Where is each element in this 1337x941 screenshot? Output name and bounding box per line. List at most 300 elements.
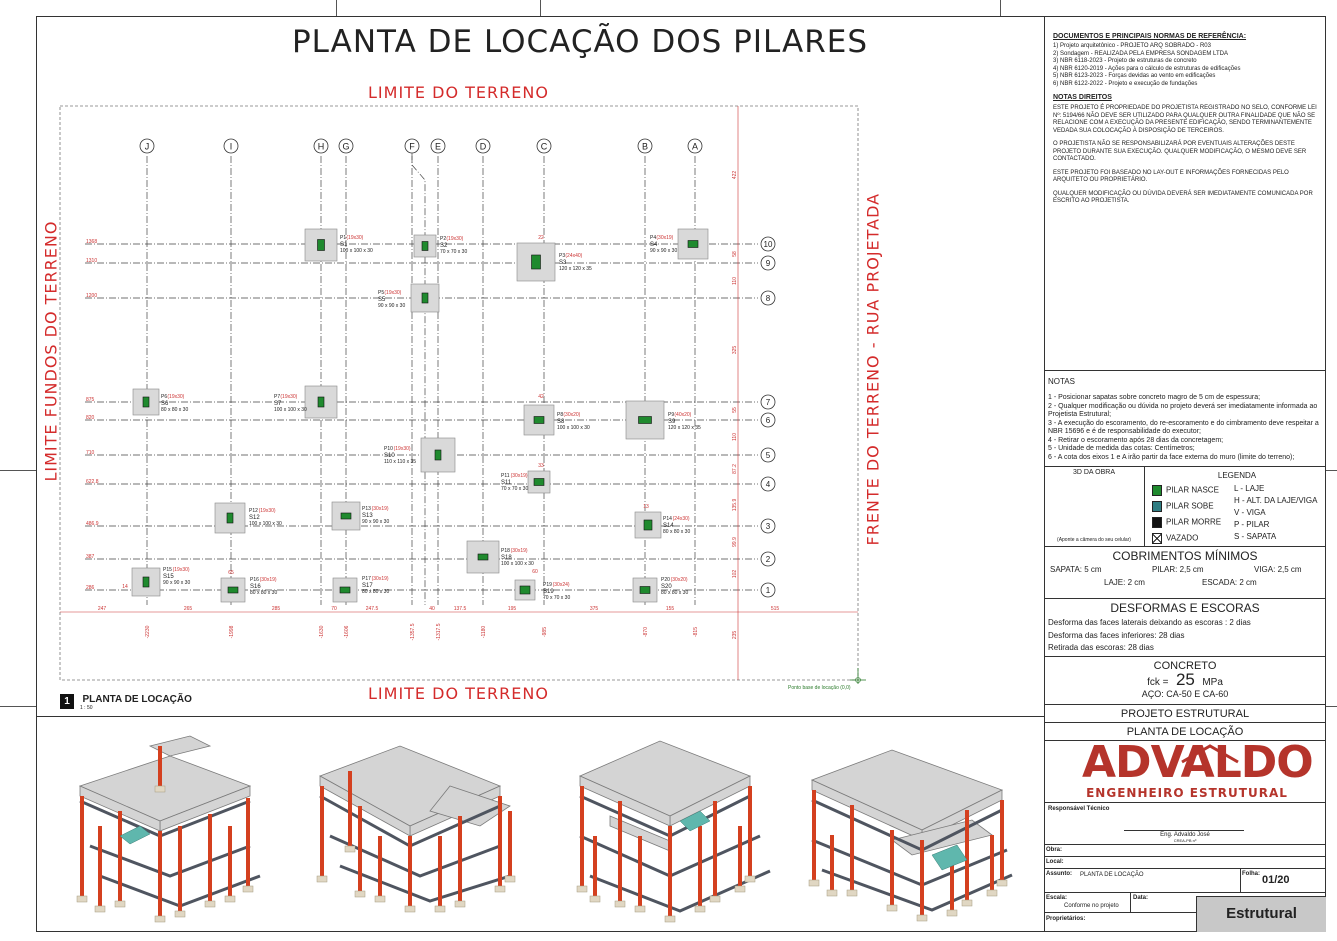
pillar-dimensions: (19x30) bbox=[280, 394, 298, 400]
footing-label: S3 bbox=[559, 260, 567, 266]
right-dimension: 422 bbox=[732, 170, 738, 180]
legend-item bbox=[1152, 517, 1232, 528]
logo-roof-icon bbox=[1180, 744, 1240, 764]
footing-dimensions: 100 x 100 x 30 bbox=[274, 407, 307, 413]
bottom-dimension: 375 bbox=[589, 606, 599, 612]
column-coordinate: -870 bbox=[643, 626, 649, 638]
rights-paragraph: O PROJETISTA NÃO SE RESPONSABILIZARÁ POR EVENTUAIS ALTERAÇÕES DESTE PROJETO DURANTE SUA EXECUÇÃO. QUALQUER MODIFICAÇÃO, O MESMO DEVE SER CONTACTADO. bbox=[1053, 141, 1307, 162]
project-type-block: PROJETO ESTRUTURAL bbox=[1044, 704, 1326, 722]
pillar-nasce bbox=[520, 586, 530, 594]
offset-dimension: 22 bbox=[538, 235, 544, 241]
legend-item-label: PILAR NASCE bbox=[1166, 485, 1219, 495]
pillar-nasce bbox=[644, 520, 652, 530]
escala-value: Conforme no projeto bbox=[1064, 903, 1119, 909]
pillar-label: P13 bbox=[362, 506, 371, 512]
footing-element bbox=[317, 876, 327, 882]
footing-element bbox=[455, 901, 465, 907]
note-item: 1 - Posicionar sapatas sobre concreto magro de 5 cm de espessura; bbox=[1048, 394, 1261, 401]
offset-dimension: 65 bbox=[228, 570, 234, 576]
footing-element bbox=[635, 906, 645, 912]
pillar-label: P7 bbox=[274, 394, 281, 400]
footing-dimensions: 90 x 90 x 30 bbox=[163, 580, 191, 586]
right-dimension: 99.9 bbox=[732, 537, 738, 547]
rights-list bbox=[1053, 105, 1321, 206]
footing-element bbox=[745, 876, 755, 882]
column-axis-label: D bbox=[479, 141, 487, 152]
engineer-name: Eng. Advaldo José bbox=[1160, 832, 1210, 838]
desformas-list bbox=[1048, 617, 1326, 655]
obra3d-box bbox=[1044, 467, 1145, 547]
rights-paragraph: ESTE PROJETO É PROPRIEDADE DO PROJETISTA REGISTRADO NO SELO, CONFORME LEI Nº: 5194/66 NÃO DEVE SER UTILIZADO PARA QUALQUER OUTRA FINALIDADE QUE NÃO SE RELACIONE COM A EXECUÇÃO DA PRESENTE EDIFICAÇÃO, SENDO TERMINANTEMENTE VEDADA SUA COLOCAÇÃO À DISPOSIÇÃO DE TERCEIROS. bbox=[1053, 105, 1317, 134]
footing-element bbox=[435, 906, 445, 912]
right-dimension: 55 bbox=[732, 407, 738, 413]
note-item: 5 - Unidade de medida das cotas: Centímetros; bbox=[1048, 445, 1195, 452]
limit-bottom-label: LIMITE DO TERRENO bbox=[368, 684, 549, 703]
footing-element bbox=[735, 886, 745, 892]
rights-paragraph: QUALQUER MODIFICAÇÃO OU DÚVIDA DEVERÁ SER IMEDIATAMENTE COMUNICADA POR ESCRITO AO PROJETISTA. bbox=[1053, 190, 1313, 204]
column-axis-label: G bbox=[342, 141, 350, 152]
pillar-label: P19 bbox=[543, 582, 552, 588]
legend-item-label: PILAR MORRE bbox=[1166, 517, 1222, 527]
pillar-dimensions: (30x19) bbox=[259, 577, 277, 583]
obra3d-hint: (Aponte a câmera do seu celular) bbox=[1057, 537, 1131, 543]
pillar-swatch-icon bbox=[1152, 485, 1162, 496]
column-axis-label: B bbox=[641, 141, 649, 152]
view-label bbox=[60, 694, 192, 712]
cobrimentos-heading: COBRIMENTOS MÍNIMOS bbox=[1112, 549, 1258, 563]
offset-dimension: 14 bbox=[122, 584, 128, 590]
notes-block bbox=[1044, 370, 1326, 466]
references-heading: DOCUMENTOS E PRINCIPAIS NORMAS DE REFERÊNCIA: bbox=[1053, 33, 1247, 40]
pillar-nasce bbox=[318, 397, 324, 407]
local-row bbox=[1044, 856, 1326, 868]
pillar-dimensions: (30x20) bbox=[670, 577, 688, 583]
pillar-dimensions: (30x24) bbox=[552, 582, 570, 588]
pillar-nasce bbox=[228, 587, 238, 593]
column-coordinate: -1180 bbox=[481, 625, 487, 639]
pillar-dimensions: (19x30) bbox=[384, 290, 402, 296]
references-block bbox=[1053, 33, 1321, 212]
right-dimension: 58 bbox=[732, 251, 738, 257]
footing-element bbox=[887, 905, 897, 911]
cut-mark bbox=[0, 470, 36, 471]
footing-label: S15 bbox=[163, 574, 174, 580]
bottom-dimension: 247 bbox=[97, 606, 107, 612]
legend-abbreviation: L - LAJE bbox=[1234, 484, 1265, 493]
footing-element bbox=[577, 886, 587, 892]
slab-surface bbox=[580, 741, 750, 816]
legend-abbreviations bbox=[1234, 483, 1324, 543]
row-coordinate: 286 bbox=[86, 585, 95, 591]
row-coordinate: 1310 bbox=[86, 258, 98, 264]
row-axis-label: 8 bbox=[765, 294, 771, 303]
offset-dimension: 42 bbox=[538, 394, 544, 400]
right-dimension: 235 bbox=[732, 630, 738, 640]
iso-view-4 bbox=[792, 740, 1022, 930]
cut-mark bbox=[336, 0, 337, 16]
bottom-dimension: 247.5 bbox=[365, 606, 379, 612]
row-axis-label: 10 bbox=[763, 240, 773, 249]
right-dimension: 110 bbox=[732, 277, 738, 285]
pillar-dimensions: (19x30) bbox=[346, 235, 364, 241]
column-coordinate: -1357.5 bbox=[410, 623, 416, 641]
cobrimento-viga: VIGA: 2,5 cm bbox=[1254, 565, 1302, 574]
pillar-nasce bbox=[435, 450, 441, 460]
desforma-item: Retirada das escoras: 28 dias bbox=[1048, 643, 1154, 652]
cobrimentos-block bbox=[1044, 546, 1326, 598]
pillar-nasce bbox=[639, 417, 652, 424]
footing-dimensions: 70 x 70 x 30 bbox=[440, 249, 468, 255]
column-coordinate: -985 bbox=[542, 626, 548, 638]
footing-label: S14 bbox=[663, 523, 674, 529]
column-axis-label: J bbox=[144, 141, 150, 152]
assunto-row bbox=[1044, 868, 1326, 892]
pillar-dimensions: (19x30) bbox=[172, 567, 190, 573]
column-axis-label: E bbox=[434, 141, 442, 152]
footing-element bbox=[917, 915, 927, 921]
legend-item-label: PILAR SOBE bbox=[1166, 501, 1214, 511]
footing-label: S7 bbox=[274, 401, 282, 407]
offset-dimension: 33 bbox=[538, 463, 544, 469]
escala-label: Escala: bbox=[1046, 895, 1068, 901]
reference-item: 5) NBR 6123-2023 - Forças devidas ao vento em edificações bbox=[1053, 73, 1216, 79]
pillar-label: P18 bbox=[501, 548, 510, 554]
pillar-nasce bbox=[640, 587, 650, 594]
note-item: 3 - A execução do escoramento, do re-escoramento e do cimbramento deve respeitar a NBR 15696 e é de responsabilidade do executor; bbox=[1048, 419, 1319, 435]
footing-element bbox=[827, 890, 837, 896]
footing-label: S16 bbox=[250, 584, 261, 590]
column-coordinate: -1630 bbox=[319, 625, 325, 639]
row-axis-label: 7 bbox=[765, 398, 771, 407]
assunto-value: PLANTA DE LOCAÇÃO bbox=[1080, 872, 1144, 878]
cobrimento-sapata: SAPATA: 5 cm bbox=[1050, 565, 1102, 574]
footing-element bbox=[115, 901, 125, 907]
footing-element bbox=[243, 886, 253, 892]
cobrimento-pilar: PILAR: 2,5 cm bbox=[1152, 565, 1204, 574]
pillar-label: P3 bbox=[559, 253, 566, 259]
pillar-label: P11 bbox=[501, 473, 510, 479]
pillar-dimensions: (19x30) bbox=[258, 508, 276, 514]
legend-abbreviation: S - SAPATA bbox=[1234, 532, 1277, 541]
location-plan bbox=[36, 16, 1044, 716]
footing-element bbox=[95, 906, 105, 912]
column-axis-leader bbox=[412, 153, 425, 605]
pillar-label: P9 bbox=[668, 412, 675, 418]
cut-mark bbox=[0, 706, 36, 707]
row-coordinate: 1368 bbox=[86, 239, 98, 245]
footing-label: S10 bbox=[384, 453, 395, 459]
footing-element bbox=[997, 880, 1007, 886]
reference-item: 4) NBR 6120-2019 - Ações para o cálculo de estruturas de edificações bbox=[1053, 65, 1241, 72]
footing-label: S18 bbox=[501, 555, 512, 561]
pillar-dimensions: (19x30) bbox=[446, 236, 464, 242]
footing-dimensions: 90 x 90 x 30 bbox=[362, 519, 390, 525]
footing-dimensions: 100 x 100 x 30 bbox=[249, 521, 282, 527]
note-item: 4 - Retirar o escoramento após 28 dias da concretagem; bbox=[1048, 436, 1224, 444]
right-dimension: 135.9 bbox=[732, 498, 738, 512]
iso-view-2 bbox=[300, 726, 530, 926]
legend-heading: LEGENDA bbox=[1217, 471, 1257, 480]
cut-mark bbox=[540, 0, 541, 16]
row-coordinate: 486.9 bbox=[86, 521, 99, 527]
right-dimension: 102 bbox=[732, 569, 738, 579]
column-coordinate: -1317.5 bbox=[436, 623, 442, 641]
legend-abbreviation: P - PILAR bbox=[1234, 520, 1270, 529]
pillar-nasce bbox=[534, 479, 544, 486]
right-dimension: 87.2 bbox=[732, 464, 738, 474]
footing-element bbox=[155, 916, 165, 922]
sheet-name-block: PLANTA DE LOCAÇÃO bbox=[1044, 722, 1326, 740]
footing-label: S11 bbox=[501, 480, 512, 486]
footing-dimensions: 70 x 70 x 30 bbox=[501, 486, 529, 492]
plan-3d-divider bbox=[36, 716, 1044, 717]
legend-box bbox=[1152, 471, 1322, 543]
pillar-label: P2 bbox=[440, 236, 447, 242]
folha-divider bbox=[1240, 869, 1241, 893]
row-coordinate: 387 bbox=[86, 554, 95, 560]
footing-label: S2 bbox=[440, 243, 448, 249]
row-axis-label: 4 bbox=[765, 480, 771, 489]
logo-subtitle: ENGENHEIRO ESTRUTURAL bbox=[1086, 786, 1288, 800]
footing-dimensions: 80 x 80 x 30 bbox=[250, 590, 278, 596]
pillar-dimensions: (30x19) bbox=[656, 235, 674, 241]
footing-label: S1 bbox=[340, 242, 348, 248]
row-coordinate: 1200 bbox=[86, 293, 98, 299]
column-axis-label: A bbox=[691, 141, 699, 152]
aco-text: AÇO: CA-50 E CA-60 bbox=[1141, 689, 1229, 699]
pillar-label: P16 bbox=[250, 577, 259, 583]
row-axis-label: 5 bbox=[765, 451, 771, 460]
legend-items bbox=[1152, 485, 1232, 549]
footing-dimensions: 100 x 100 x 30 bbox=[340, 248, 373, 254]
cobrimento-laje: LAJE: 2 cm bbox=[1104, 578, 1145, 587]
pillar-dimensions: (30x19) bbox=[371, 506, 389, 512]
footing-element bbox=[505, 876, 515, 882]
responsible-block bbox=[1044, 802, 1326, 844]
column-axis-label: H bbox=[317, 141, 325, 152]
footing-dimensions: 100 x 100 x 30 bbox=[557, 425, 590, 431]
beam-element bbox=[340, 866, 510, 901]
pillar-nasce bbox=[143, 577, 149, 587]
bottom-dimension: 515 bbox=[770, 606, 780, 612]
column-coordinate: -2230 bbox=[145, 625, 151, 639]
footing-element bbox=[847, 890, 857, 896]
fck-value: 25 bbox=[1175, 670, 1195, 689]
pillar-label: P1 bbox=[340, 235, 347, 241]
pillar-nasce bbox=[534, 417, 544, 424]
right-dimension: 110 bbox=[732, 433, 738, 441]
obra-row bbox=[1044, 844, 1326, 856]
data-divider bbox=[1130, 893, 1131, 913]
pillar-label: P15 bbox=[163, 567, 172, 573]
limit-top-label: LIMITE DO TERRENO bbox=[368, 83, 549, 102]
footing-label: S9 bbox=[668, 419, 676, 425]
signature-line bbox=[1124, 830, 1244, 831]
discipline-box: Estrutural bbox=[1196, 896, 1326, 932]
pillar-dimensions: (30x19) bbox=[371, 576, 389, 582]
footing-dimensions: 90 x 90 x 30 bbox=[378, 303, 406, 309]
row-axis-label: 6 bbox=[765, 416, 771, 425]
legend-item bbox=[1152, 501, 1232, 512]
note-item: 6 - A cota dos eixos 1 e A irão partir da face externa do muro (limite do terreno); bbox=[1048, 453, 1295, 461]
footing-element bbox=[809, 880, 819, 886]
right-dimension: 325 bbox=[732, 345, 738, 355]
pillar-nasce bbox=[688, 241, 698, 248]
view-scale: 1 : 50 bbox=[80, 705, 93, 711]
pillar-dimensions: (40x20) bbox=[674, 412, 692, 418]
footing-element bbox=[205, 901, 215, 907]
column-axis-label: I bbox=[229, 141, 233, 152]
concreto-block bbox=[1044, 656, 1326, 704]
footing-dimensions: 80 x 80 x 30 bbox=[663, 529, 691, 535]
footing-label: S13 bbox=[362, 513, 373, 519]
cut-mark bbox=[1326, 470, 1337, 471]
row-axis-label: 2 bbox=[765, 555, 771, 564]
footing-element bbox=[495, 886, 505, 892]
column-coordinate: -1998 bbox=[229, 625, 235, 639]
pillar-nasce bbox=[318, 240, 325, 251]
pillar-nasce bbox=[227, 513, 233, 523]
footing-dimensions: 90 x 90 x 30 bbox=[650, 248, 678, 254]
footing-element bbox=[405, 906, 415, 912]
pillar-dimensions: (30x19) bbox=[510, 473, 528, 479]
notes-list bbox=[1048, 394, 1322, 462]
cut-mark bbox=[1000, 0, 1001, 16]
column-axis-label: F bbox=[409, 141, 415, 152]
row-axis-label: 9 bbox=[765, 259, 771, 268]
desformas-heading: DESFORMAS E ESCORAS bbox=[1110, 601, 1260, 615]
legend-item bbox=[1152, 533, 1232, 544]
footing-element bbox=[345, 846, 355, 852]
fck-unit: MPa bbox=[1202, 677, 1223, 688]
iso-view-1 bbox=[60, 726, 270, 926]
assunto-label: Assunto: bbox=[1046, 871, 1072, 877]
row-axis-label: 3 bbox=[765, 522, 771, 531]
pillar-dimensions: (24x30) bbox=[672, 516, 690, 522]
footing-element bbox=[590, 896, 600, 902]
limit-left-label: LIMITE FUNDOS DO TERRENO bbox=[41, 220, 61, 482]
column-coordinate: -1606 bbox=[344, 625, 350, 639]
pillar-label: P17 bbox=[362, 576, 371, 582]
footing-dimensions: 120 x 120 x 35 bbox=[668, 425, 701, 431]
references-list bbox=[1053, 43, 1321, 88]
beam-element bbox=[330, 836, 500, 876]
row-coordinate: 875 bbox=[86, 397, 95, 403]
footing-element bbox=[987, 890, 997, 896]
pillar-dimensions: (19x30) bbox=[167, 394, 185, 400]
reference-item: 3) NBR 6118-2023 - Projeto de estruturas de concreto bbox=[1053, 58, 1197, 64]
footing-dimensions: 110 x 110 x 35 bbox=[384, 459, 417, 465]
footing-label: S19 bbox=[543, 589, 554, 595]
iso-view-3 bbox=[550, 726, 780, 926]
notes-heading: NOTAS bbox=[1048, 377, 1075, 386]
rights-heading: NOTAS DIREITOS bbox=[1053, 94, 1112, 101]
footing-element bbox=[155, 786, 165, 792]
logo-name: ADVALDO bbox=[1082, 737, 1313, 788]
pillar-swatch-icon bbox=[1152, 501, 1162, 512]
pillar-label: P8 bbox=[557, 412, 564, 418]
desforma-item: Desforma das faces laterais deixando as escoras : 2 dias bbox=[1048, 618, 1251, 627]
bottom-dimension: 40 bbox=[429, 606, 435, 612]
row-coordinate: 820 bbox=[86, 415, 95, 421]
pillar-label: P6 bbox=[161, 394, 168, 400]
footing-dimensions: 80 x 80 x 30 bbox=[661, 590, 689, 596]
footing-label: S20 bbox=[661, 584, 672, 590]
footing-element bbox=[947, 910, 957, 916]
engineer-crea: CREA-PB nº bbox=[1173, 838, 1197, 843]
proprietarios-label: Proprietários: bbox=[1046, 916, 1086, 922]
obra-label: Obra: bbox=[1046, 847, 1063, 853]
folha-value: 01/20 bbox=[1262, 874, 1290, 886]
footing-element bbox=[695, 906, 705, 912]
pillar-nasce bbox=[340, 587, 350, 593]
footing-element bbox=[710, 896, 720, 902]
obra-legend-block bbox=[1044, 466, 1326, 546]
footing-element bbox=[225, 896, 235, 902]
pillar-swatch-icon bbox=[1152, 517, 1162, 528]
pillar-dimensions: (30x20) bbox=[563, 412, 581, 418]
data-label: Data: bbox=[1133, 895, 1149, 901]
desformas-block bbox=[1044, 598, 1326, 656]
footing-element bbox=[175, 911, 185, 917]
footing-element bbox=[665, 916, 675, 922]
offset-dimension: 60 bbox=[532, 569, 538, 575]
footing-label: S5 bbox=[378, 297, 386, 303]
footing-element bbox=[962, 900, 972, 906]
bottom-dimension: 285 bbox=[271, 606, 281, 612]
reference-item: 1) Projeto arquitetônico - PROJETO ARQ SOBRADO - R03 bbox=[1053, 43, 1211, 49]
bottom-dimension: 195 bbox=[507, 606, 517, 612]
row-axis-label: 1 bbox=[765, 586, 771, 595]
footing-label: S6 bbox=[161, 401, 169, 407]
pillar-dimensions: (30x19) bbox=[510, 548, 528, 554]
pillar-nasce bbox=[422, 242, 428, 251]
legend-abbreviation: H - ALT. DA LAJE/VIGA bbox=[1234, 496, 1318, 505]
cut-mark bbox=[1326, 706, 1337, 707]
footing-label: S4 bbox=[650, 242, 658, 248]
vazado-icon bbox=[1152, 533, 1162, 544]
pillar-dimensions: (24x40) bbox=[565, 253, 583, 259]
footing-label: S8 bbox=[557, 419, 565, 425]
folha-label: Folha: bbox=[1242, 871, 1260, 877]
pillar-label: P4 bbox=[650, 235, 657, 241]
pillar-nasce bbox=[341, 513, 351, 519]
concreto-heading: CONCRETO bbox=[1153, 660, 1217, 672]
rights-paragraph: ESTE PROJETO FOI BASEADO NO LAY-OUT E INFORMAÇÕES FORNECIDAS PELO ARQUITETO OU PROPRIETÁRIO. bbox=[1053, 169, 1289, 183]
pillar-label: P12 bbox=[249, 508, 258, 514]
column-axis-label: C bbox=[540, 141, 548, 152]
footing-element bbox=[355, 891, 365, 897]
page-title: PLANTA DE LOCAÇÃO DOS PILARES bbox=[291, 24, 869, 60]
pillar-nasce bbox=[143, 397, 149, 407]
reference-item: 2) Sondagem - REALIZADA PELA EMPRESA SONDAGEM LTDA bbox=[1053, 50, 1228, 57]
limit-right-label: FRENTE DO TERRENO - RUA PROJETADA bbox=[863, 192, 883, 546]
pillar-nasce bbox=[478, 554, 488, 560]
slab-surface bbox=[812, 750, 1002, 830]
pillar-nasce bbox=[422, 293, 428, 303]
column-coordinate: -815 bbox=[693, 626, 699, 638]
pillar-nasce bbox=[532, 255, 541, 269]
cobrimento-escada: ESCADA: 2 cm bbox=[1202, 578, 1257, 587]
legend-abbreviation: V - VIGA bbox=[1234, 508, 1266, 517]
responsible-label: Responsável Técnico bbox=[1048, 806, 1110, 812]
footing-dimensions: 120 x 120 x 35 bbox=[559, 266, 592, 272]
view-number: 1 bbox=[60, 694, 74, 709]
beam-element bbox=[90, 846, 250, 876]
footing-label: S17 bbox=[362, 583, 373, 589]
row-coordinate: 710 bbox=[86, 450, 95, 456]
note-item: 2 - Qualquer modificação ou dúvida no projeto deverá ser imediatamente informada ao Projetista Estrutural; bbox=[1048, 402, 1318, 418]
